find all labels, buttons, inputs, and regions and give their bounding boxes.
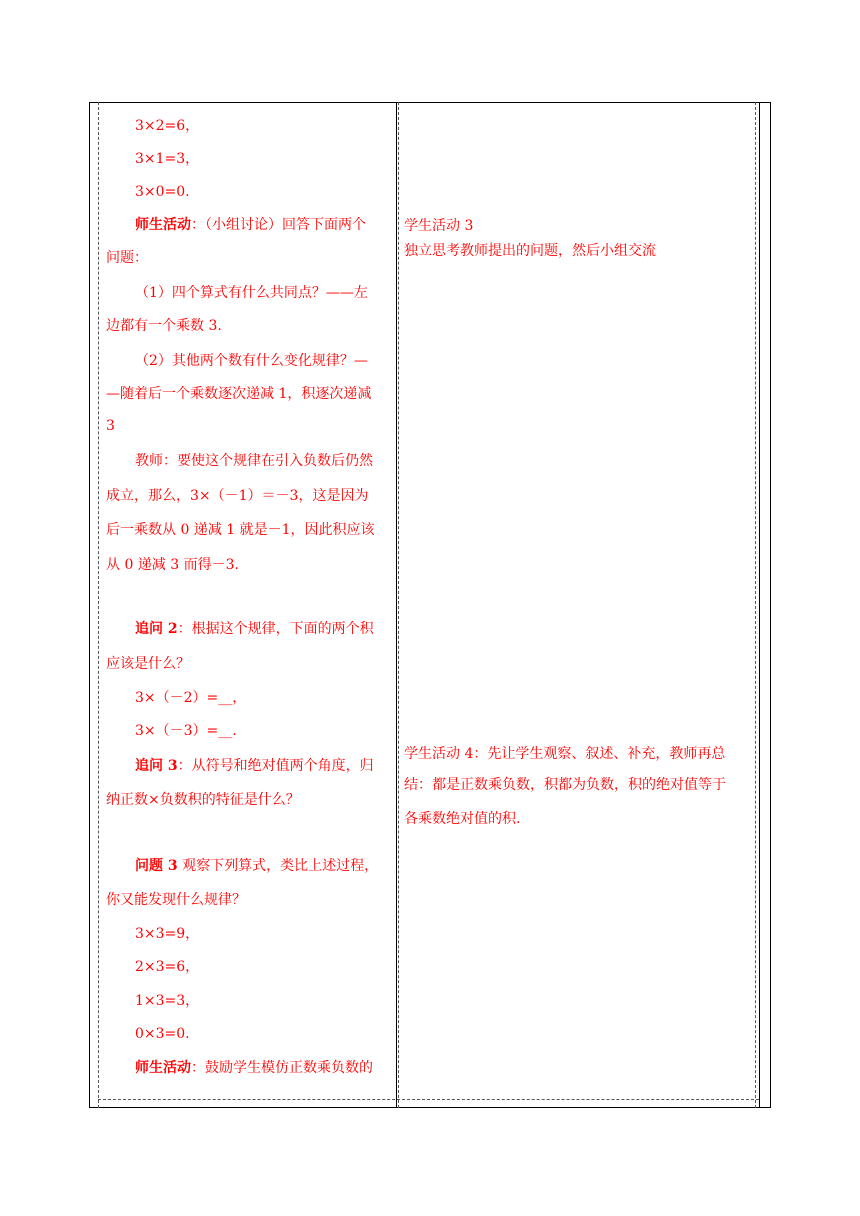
activity-4-line: 学生活动 4：先让学生观察、叙述、补充，教师再总 <box>404 746 726 762</box>
column-divider-dashed <box>398 102 399 1108</box>
follow-up-2 <box>135 619 374 639</box>
activity-3-text: 独立思考教师提出的问题，然后小组交流 <box>404 243 656 259</box>
activity-3-title: 学生活动 3 <box>404 218 474 234</box>
equation-0x3: 0×3=0. <box>135 1026 190 1042</box>
label-bold: 问题 3 <box>135 858 178 874</box>
column-divider <box>396 102 397 1108</box>
teacher-student-activity-2 <box>135 1058 373 1078</box>
paragraph-line: 问题： <box>106 250 148 266</box>
label-bold: 师生活动 <box>135 1060 191 1076</box>
equation-3x2: 3×2=6， <box>135 118 200 134</box>
equation-3x3: 3×3=9， <box>135 926 200 942</box>
text: ：从符号和绝对值两个角度，归 <box>177 758 374 774</box>
paragraph-line: 从 0 递减 3 而得－3. <box>106 557 239 573</box>
exercise-3x-2: 3×（－2）=__， <box>135 690 247 706</box>
paragraph-line: 纳正数×负数积的特征是什么？ <box>106 792 300 808</box>
teacher-student-activity-heading <box>135 215 366 235</box>
text: ：鼓励学生模仿正数乘负数的 <box>191 1060 373 1076</box>
label-bold: 师生活动 <box>135 217 191 233</box>
paragraph-line: 应该是什么？ <box>106 656 190 672</box>
equation-3x0: 3×0=0. <box>135 184 190 200</box>
equation-2x3: 2×3=6， <box>135 959 200 975</box>
right-dashed-border <box>755 102 756 1108</box>
text: ：（小组讨论）回答下面两个 <box>191 217 366 233</box>
equation-3x1: 3×1=3， <box>135 151 200 167</box>
label-bold: 追问 3 <box>135 758 178 774</box>
exercise-3x-3: 3×（－3）=__. <box>135 723 237 739</box>
label-bold: 追问 2 <box>135 621 178 637</box>
paragraph-line: 你又能发现什么规律？ <box>106 892 246 908</box>
teacher-explanation: 教师：要使这个规律在引入负数后仍然 <box>135 453 373 469</box>
left-dashed-border <box>98 102 99 1108</box>
paragraph-line: 3 <box>106 418 115 434</box>
paragraph-line: 成立，那么，3×（－1）＝－3，这是因为 <box>106 488 369 504</box>
paragraph-line: 后一乘数从 0 递减 1 就是－1，因此积应该 <box>106 522 375 538</box>
text: 观察下列算式，类比上述过程， <box>177 858 379 874</box>
question-1: （1）四个算式有什么共同点？——左 <box>135 285 368 301</box>
bottom-dashed-border <box>98 1099 759 1100</box>
text: ：根据这个规律，下面的两个积 <box>177 621 374 637</box>
activity-4-line: 结：都是正数乘负数，积都为负数，积的绝对值等于 <box>404 777 726 793</box>
paragraph-line: —随着后一个乘数逐次递减 1，积逐次递减 <box>106 386 372 402</box>
activity-4-line: 各乘数绝对值的积. <box>404 811 521 827</box>
right-inner-border <box>759 102 760 1108</box>
problem-3 <box>135 856 378 876</box>
follow-up-3 <box>135 756 374 776</box>
paragraph-line: 边都有一个乘数 3. <box>106 318 222 334</box>
question-2: （2）其他两个数有什么变化规律？— <box>135 353 368 369</box>
equation-1x3: 1×3=3， <box>135 993 200 1009</box>
